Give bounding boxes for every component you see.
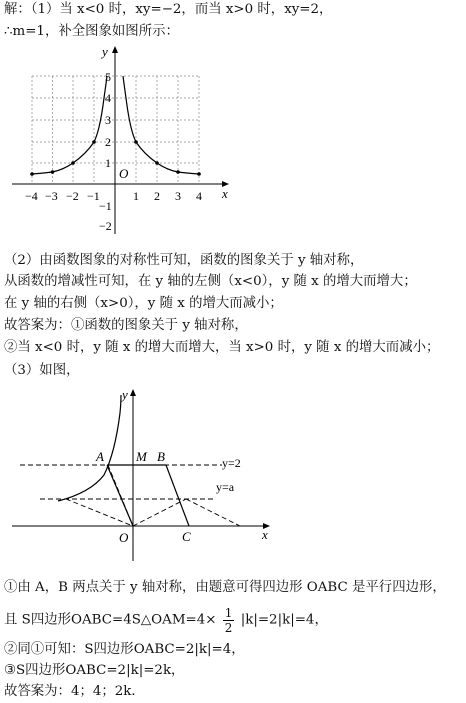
solution-line-7: ②当 x<0 时，y 随 x 的增大而增大，当 x>0 时，y 随 x 的增大而减小；: [4, 340, 440, 355]
solution-line-12: ③S四边形OABC=2|k|=2k，: [4, 663, 185, 678]
x-tick-neg2: −2: [66, 189, 79, 203]
graph-2-axes: [12, 395, 263, 561]
y-axis-label: y: [122, 387, 128, 402]
area-formula-part-2: |k|=2|k|=4，: [240, 612, 328, 628]
solution-line-3: （2）由函数图象的对称性可知，函数的图象关于 y 轴对称，: [4, 253, 364, 268]
solution-line-6: 故答案为：①函数的图象关于 y 轴对称，: [4, 318, 248, 333]
y-tick-2: 2: [105, 135, 111, 149]
origin-label: O: [119, 166, 129, 181]
point-c-label: C: [182, 529, 191, 544]
curve-left-branch: [32, 76, 107, 174]
y-tick-5: 5: [105, 70, 111, 84]
x-axis-label: x: [222, 186, 228, 201]
solution-line-2: ∴m=1，补全图象如图所示：: [4, 24, 179, 39]
solution-line-8: （3）如图，: [4, 363, 80, 378]
x-tick-neg1: −1: [87, 189, 100, 203]
curve-branch: [58, 395, 121, 501]
y-axis-label: y: [102, 44, 108, 59]
x-axis-label: x: [262, 527, 268, 542]
solution-line-5: 在 y 轴的右侧（x>0），y 随 x 的增大而减小；: [4, 296, 283, 311]
x-tick-neg4: −4: [25, 189, 38, 203]
y-tick-4: 4: [105, 91, 111, 105]
origin-label: O: [119, 530, 129, 545]
x-tick-1: 1: [133, 189, 139, 203]
dashed-right-2: [186, 499, 240, 526]
line-y2-label: y=2: [222, 456, 241, 470]
fraction-denominator: 2: [224, 621, 233, 635]
solution-line-1: 解：（1）当 x<0 时，xy=−2，而当 x>0 时，xy=2，: [4, 2, 333, 17]
x-tick-3: 3: [175, 189, 181, 203]
y-axis-arrow-icon: [130, 389, 136, 396]
graph-1: [0, 44, 240, 249]
point-b-label: B: [157, 449, 165, 464]
segment-bc: [166, 465, 189, 526]
y-tick-1: 1: [105, 156, 111, 170]
solution-line-4: 从函数的增减性可知，在 y 轴的左侧（x<0），y 随 x 的增大而增大；: [4, 274, 417, 289]
x-tick-2: 2: [154, 189, 160, 203]
dashed-right: [133, 499, 186, 526]
solution-line-11: ②同①可知：S四边形OABC=2|k|=4，: [4, 642, 245, 657]
area-formula-line: [4, 606, 328, 640]
point-a-label: A: [96, 449, 104, 464]
solution-line-13: 故答案为：4；4；2k．: [4, 684, 145, 699]
fraction: [223, 606, 235, 635]
y-tick-neg2: −2: [99, 219, 112, 233]
x-tick-4: 4: [196, 189, 202, 203]
y-tick-neg1: −1: [99, 199, 112, 213]
y-axis-arrow-icon: [112, 46, 118, 53]
curve-right-branch: [123, 76, 199, 174]
graph-2: [0, 383, 290, 568]
y-tick-3: 3: [105, 113, 111, 127]
solution-line-9: ①由 A，B 两点关于 y 轴对称，由题意可得四边形 OABC 是平行四边形，: [4, 580, 446, 595]
fraction-numerator: 1: [224, 606, 233, 620]
point-m-label: M: [136, 449, 147, 464]
line-ya-label: y=a: [216, 480, 235, 494]
area-formula-part-1: 且 S四边形OABC=4S△OAM=4×: [4, 612, 217, 628]
x-tick-neg3: −3: [45, 189, 58, 203]
dashed-ma: [108, 465, 133, 526]
graph-1-axes: [12, 52, 222, 234]
